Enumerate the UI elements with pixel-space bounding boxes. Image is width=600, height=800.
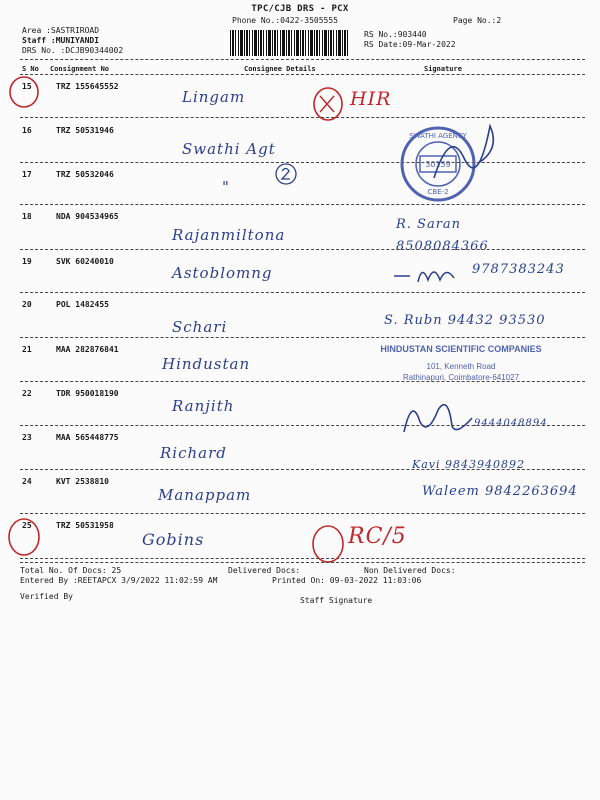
row-consignment: NDA 904534965 (56, 212, 119, 221)
column-signature: Signature (424, 65, 462, 73)
row-divider (20, 558, 585, 559)
row-sno: 15 (22, 82, 32, 91)
row-signature-handwriting: Kavi 9843940892 (412, 458, 525, 471)
row-consignee-handwriting: Manappam (158, 486, 252, 504)
row-consignment: KVT 2538810 (56, 477, 109, 486)
red-circle-mark (308, 84, 348, 124)
signature-scribble (392, 262, 462, 288)
row-consignee-handwriting: Astoblomng (172, 264, 273, 282)
header-divider (20, 59, 585, 60)
row-divider (20, 292, 585, 293)
row-sno: 16 (22, 126, 32, 135)
row-signature-handwriting: RC/5 (348, 524, 407, 549)
row-consignee-handwriting: Schari (172, 318, 228, 336)
signature-scribble (430, 118, 510, 188)
row-signature-handwriting: S. Rubn 94432 93530 (384, 313, 546, 328)
row-consignment: MAA 565448775 (56, 433, 119, 442)
red-circle-mark (4, 515, 44, 559)
stamp-number: 30159 (425, 160, 451, 169)
stamp-address-line: Rathinapuri, Coimbatore-641027 (402, 373, 520, 382)
row-sno: 24 (22, 477, 32, 486)
row-sno: 17 (22, 170, 32, 179)
row-signature-handwriting: R. Saran 8508084366 (396, 217, 489, 254)
rs-date: RS Date:09-Mar-2022 (364, 40, 456, 49)
row-sno: 20 (22, 300, 32, 309)
row-consignment: TRZ 50532046 (56, 170, 114, 179)
row-consignment: TRZ 50531958 (56, 521, 114, 530)
row-consignee-handwriting: Richard (160, 444, 227, 462)
barcode (230, 30, 350, 56)
column-consignee: Consignee Details (244, 65, 316, 73)
row-consignment: SVK 60240010 (56, 257, 114, 266)
row-signature-handwriting: Waleem 9842263694 (422, 484, 578, 499)
row-divider (20, 249, 585, 250)
verified-by: Verified By (20, 592, 73, 601)
red-circle-mark (306, 522, 350, 566)
row-consignee-handwriting: Hindustan (162, 355, 251, 373)
row-sno: 18 (22, 212, 32, 221)
row-sno: 22 (22, 389, 32, 398)
row-sno: 19 (22, 257, 32, 266)
row-consignee-handwriting: Swathi Agt (182, 140, 276, 158)
column-sno: S No (22, 65, 39, 73)
entered-by: Entered By :REETAPCX 3/9/2022 11:02:59 AM (20, 576, 218, 585)
circled-mark (272, 160, 300, 188)
row-sno: 25 (22, 521, 32, 530)
delivered-docs: Delivered Docs: (228, 566, 301, 575)
row-consignment: POL 1482455 (56, 300, 109, 309)
company-stamp (356, 344, 566, 382)
row-consignee-handwriting: Rajanmiltona (172, 226, 286, 244)
printed-on: Printed On: 09-03-2022 11:03:06 (272, 576, 422, 585)
row-sno: 23 (22, 433, 32, 442)
document-title: TPC/CJB DRS - PCX (251, 4, 349, 14)
area-label: Area :SASTRIROAD (22, 26, 100, 35)
row-signature-handwriting: HIR (350, 88, 392, 110)
row-consignee-handwriting: Ranjith (172, 397, 235, 415)
row-sno: 21 (22, 345, 32, 354)
red-circle-mark (6, 74, 42, 110)
row-consignment: MAA 282876841 (56, 345, 119, 354)
footer-divider (20, 562, 585, 563)
row-consignment: TRZ 50531946 (56, 126, 114, 135)
row-divider (20, 337, 585, 338)
stamp-agency-name: SWATHI AGENCY (409, 132, 467, 140)
stamp-company-name: HINDUSTAN SCIENTIFIC COMPANIES (380, 344, 542, 354)
row-consignment: TDR 950018190 (56, 389, 119, 398)
signature-scribble (398, 392, 478, 440)
row-signature-handwriting: 9444048894 (474, 418, 548, 429)
phone-number: Phone No.:0422-3505555 (232, 16, 338, 25)
row-divider (20, 204, 585, 205)
column-divider (20, 74, 585, 75)
stamp-city: CBE-2 (427, 188, 449, 196)
row-consignee-handwriting: " (222, 178, 230, 196)
page-number: Page No.:2 (453, 16, 502, 25)
row-consignment: TRZ 155645552 (56, 82, 119, 91)
staff-label: Staff :MUNIYANDI (22, 36, 100, 45)
non-delivered-docs: Non Delivered Docs: (364, 566, 456, 575)
stamp-address-line: 101, Kenneth Road (426, 362, 496, 371)
row-divider (20, 425, 585, 426)
column-consignment: Consignment No (50, 65, 110, 73)
drs-number: DRS No. :DCJB90344002 (22, 46, 124, 55)
row-consignee-handwriting: Lingam (182, 88, 246, 106)
row-divider (20, 513, 585, 514)
rs-number: RS No.:903440 (364, 30, 427, 39)
staff-signature: Staff Signature (300, 596, 373, 605)
row-consignee-handwriting: Gobins (142, 530, 205, 549)
row-signature-handwriting: 9787383243 (472, 262, 565, 277)
total-docs: Total No. Of Docs: 25 (20, 566, 122, 575)
row-divider (20, 469, 585, 470)
